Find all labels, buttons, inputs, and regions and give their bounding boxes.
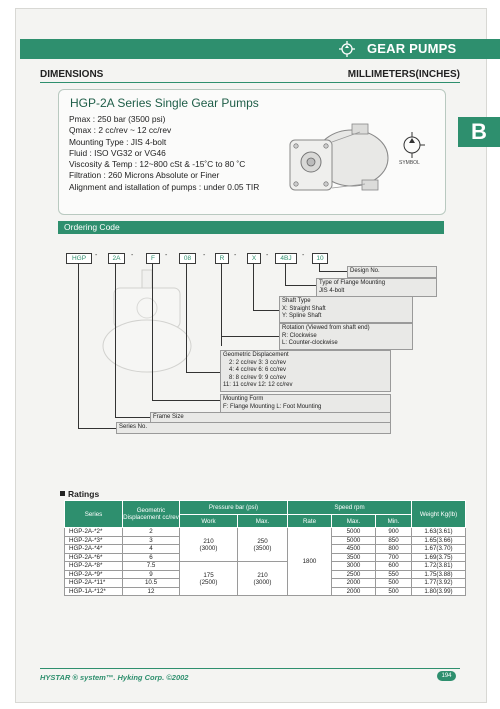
code-box-displacement: 08	[179, 253, 196, 264]
table-row: HGP-2A-*6* 6 3500 700 1.69(3.75)	[65, 553, 466, 562]
section-tab[interactable]: B	[458, 117, 500, 147]
dimensions-label: DIMENSIONS	[40, 69, 104, 80]
spec-line: Qmax : 2 cc/rev ~ 12 cc/rev	[69, 125, 172, 136]
page-number: 194	[437, 671, 456, 681]
ratings-table	[64, 500, 466, 596]
connector-line	[115, 263, 116, 417]
header-title: GEAR PUMPS	[367, 41, 457, 56]
spec-line: Viscosity & Temp : 12~800 cSt & -15˚C to 80 ˚C	[69, 159, 246, 170]
table-row: HGP-1A-*12* 12 2000 500 1.80(3.99)	[65, 587, 466, 596]
col-header-max: Max.	[238, 515, 288, 528]
spec-line: Pmax : 250 bar (3500 psi)	[69, 114, 166, 124]
pump-sketch	[96, 268, 196, 378]
work-pressure-a: 210 (3000)	[180, 528, 238, 562]
table-row: HGP-2A-*3* 3 5000 850 1.65(3.66)	[65, 536, 466, 545]
col-header-rate: Rate	[288, 515, 332, 528]
table-row: HGP-2A-*2* 2 210 (3000) 250 (3500) 1800 5000 900 1.63(3.61)	[65, 528, 466, 537]
work-pressure-b: 175 (2500)	[180, 562, 238, 596]
col-header-pressure: Pressure bar (psi)	[180, 501, 288, 515]
ordering-code-title: Ordering Code	[64, 222, 120, 232]
spec-list	[69, 114, 259, 193]
code-box-mount: F	[146, 253, 160, 264]
symbol-label: SYMBOL	[399, 160, 420, 166]
spec-line: Alignment and istallation of pumps : under 0.05 TIR	[69, 181, 260, 192]
hydraulic-symbol-icon	[399, 132, 425, 158]
connector-line	[78, 428, 116, 429]
code-box-shaft: X	[247, 253, 261, 264]
ratings-heading: Ratings	[60, 489, 99, 499]
divider	[40, 82, 460, 83]
label-frame-size: Frame Size	[150, 412, 391, 424]
connector-line	[115, 417, 150, 418]
connector-line	[253, 263, 254, 311]
code-dash: -	[131, 252, 134, 259]
connector-line	[152, 263, 153, 400]
label-rotation: Rotation (Viewed from shaft end) R: Clockwise L: Counter-clockwise	[279, 323, 413, 350]
code-dash: -	[302, 252, 305, 259]
table-row: HGP-2A-*9* 9 2500 550 1.75(3.88)	[65, 570, 466, 579]
spec-line: Fluid : ISO VG32 or VG46	[69, 147, 166, 158]
max-pressure-a: 250 (3500)	[238, 528, 288, 562]
connector-line	[253, 310, 279, 311]
col-header-weight: Weight Kg(lb)	[412, 501, 466, 528]
connector-line	[221, 336, 279, 337]
code-dash: -	[203, 252, 206, 259]
col-header-displacement: Geometric Displacement cc/rev	[123, 501, 180, 528]
label-shaft-type: Shaft Type X: Straight Shaft Y: Spline Shaft	[279, 296, 413, 323]
spec-line: Mounting Type : JIS 4-bolt	[69, 136, 167, 147]
footer-divider	[40, 668, 460, 669]
col-header-series: Series	[65, 501, 123, 528]
connector-line	[319, 271, 347, 272]
code-dash: -	[95, 252, 98, 259]
max-pressure-b: 210 (3000)	[238, 562, 288, 596]
connector-line	[285, 263, 286, 285]
code-box-frame: 2A	[108, 253, 125, 264]
code-dash: -	[165, 252, 168, 259]
label-mounting-form: Mounting Form F: Flange Mounting L: Foot Mounting	[220, 394, 391, 413]
connector-line	[319, 263, 320, 271]
connector-line	[186, 372, 220, 373]
connector-line	[78, 263, 79, 428]
connector-line	[152, 400, 220, 401]
connector-line	[221, 263, 222, 346]
series-spec-box	[58, 89, 446, 215]
code-box-rotation: R	[215, 253, 229, 264]
code-dash: -	[234, 252, 237, 259]
code-box-series: HGP	[66, 253, 92, 264]
label-design-no: Design No.	[347, 266, 437, 278]
label-displacement: Geometric Displacement 2: 2 cc/rev 3: 3 cc/rev 4: 4 cc/rev 6: 6 cc/rev 8: 8 cc/rev 9: 9 cc/rev 11: 11 cc/rev 12: 12 cc/rev	[220, 350, 391, 392]
connector-line	[186, 263, 187, 373]
code-box-design: 10	[312, 253, 328, 264]
units-label: MILLIMETERS(INCHES)	[347, 69, 460, 80]
series-title: HGP-2A Series Single Gear Pumps	[70, 96, 259, 110]
code-dash: -	[266, 252, 269, 259]
ordering-code-bar	[58, 221, 444, 234]
connector-line	[285, 285, 316, 286]
label-flange-type: Type of Flange Mounting JIS 4-bolt	[316, 278, 437, 297]
table-row: HGP-2A-*11* 10.5 2000 500 1.77(3.92)	[65, 579, 466, 588]
table-row: HGP-2A-*4* 4 4500 800 1.67(3.70)	[65, 545, 466, 554]
table-row: HGP-2A-*8* 7.5 175 (2500) 210 (3000) 3000 600 1.72(3.81)	[65, 562, 466, 571]
footer-copyright: HYSTAR ® system™. Hyking Corp. ©2002	[40, 673, 189, 682]
col-header-speed-min: Min.	[376, 515, 412, 528]
rate-speed: 1800	[288, 528, 332, 596]
col-header-work: Work	[180, 515, 238, 528]
label-series-no: Series No.	[116, 422, 391, 434]
gear-pump-symbol-icon	[339, 41, 355, 57]
pump-photo	[270, 110, 395, 210]
spec-line: Filtration : 260 Microns Absolute or Finer	[69, 170, 220, 181]
col-header-speed: Speed rpm	[288, 501, 412, 515]
bullet-square-icon	[60, 491, 65, 496]
code-box-flange: 4BJ	[275, 253, 297, 264]
col-header-speed-max: Max.	[332, 515, 376, 528]
header-bar	[20, 39, 500, 59]
